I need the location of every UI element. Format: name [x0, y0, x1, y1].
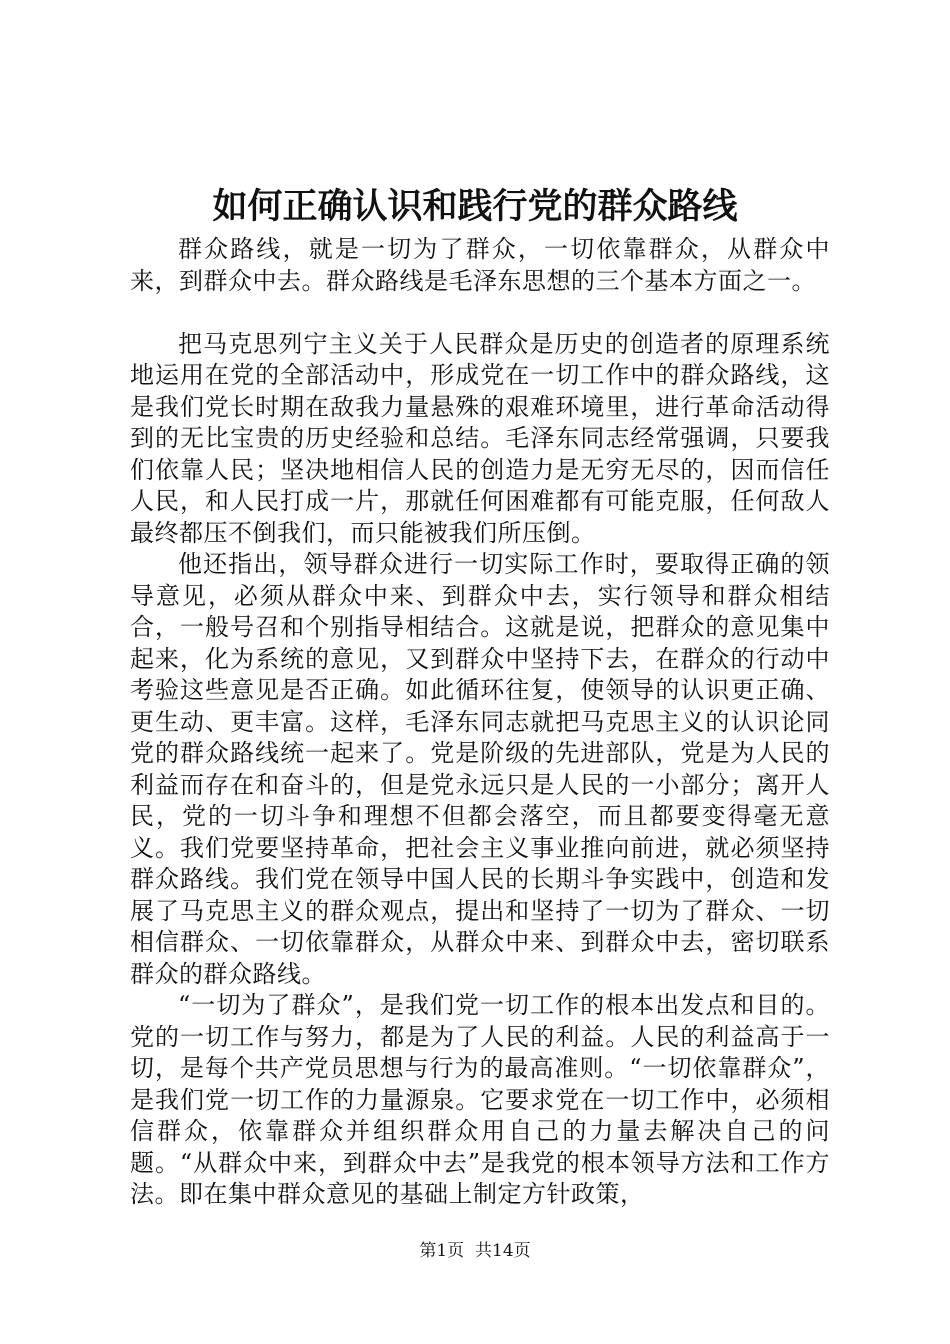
document-body — [130, 234, 830, 1211]
paragraph-spacer — [130, 297, 830, 329]
paragraph: 把马克思列宁主义关于人民群众是历史的创造者的原理系统地运用在党的全部活动中，形成党在一切工作中的群众路线，这是我们党长时期在敌我力量悬殊的艰难环境里，进行革命活动得到的无比宝贵的历史经验和总结。毛泽东同志经常强调，只要我们依靠人民；坚决地相信人民的创造力是无穷无尽的，因而信任人民，和人民打成一片，那就任何困难都有可能克服，任何敌人最终都压不倒我们，而只能被我们所压倒。 — [130, 329, 830, 547]
paragraph: 群众路线，就是一切为了群众，一切依靠群众，从群众中来，到群众中去。群众路线是毛泽东思想的三个基本方面之一。 — [130, 235, 830, 295]
document-title: 如何正确认识和践行党的群众路线 — [212, 186, 738, 227]
paragraph: “一切为了群众”，是我们党一切工作的根本出发点和目的。党的一切工作与努力，都是为了人民的利益。人民的利益高于一切，是每个共产党员思想与行为的最高准则。“一切依靠群众”，是我们党一切工作的力量源泉。它要求党在一切工作中，必须相信群众，依靠群众并组织群众用自己的力量去解决自己的问题。“从群众中来，到群众中去”是我党的根本领导方法和工作方法。即在集中群众意见的基础上制定方针政策， — [130, 991, 830, 1208]
paragraph: 他还指出，领导群众进行一切实际工作时，要取得正确的领导意见，必须从群众中来、到群众中去，实行领导和群众相结合，一般号召和个别指导相结合。这就是说，把群众的意见集中起来，化为系统的意见，又到群众中坚持下去，在群众的行动中考验这些意见是否正确。如此循环往复，使领导的认识更正确、更生动、更丰富。这样，毛泽东同志就把马克思主义的认识论同党的群众路线统一起来了。党是阶级的先进部队，党是为人民的利益而存在和奋斗的，但是党永远只是人民的一小部分；离开人民，党的一切斗争和理想不但都会落空，而且都要变得毫无意义。我们党要坚持革命，把社会主义事业推向前进，就必须坚持群众路线。我们党在领导中国人民的长期斗争实践中，创造和发展了马克思主义的群众观点，提出和坚持了一切为了群众、一切相信群众、一切依靠群众，从群众中来、到群众中去，密切联系群众的群众路线。 — [130, 550, 830, 988]
page-number: 第1页 — [419, 1241, 465, 1261]
footer-separator — [464, 1241, 475, 1261]
page-total: 共14页 — [475, 1241, 531, 1261]
page-footer — [0, 1239, 950, 1263]
